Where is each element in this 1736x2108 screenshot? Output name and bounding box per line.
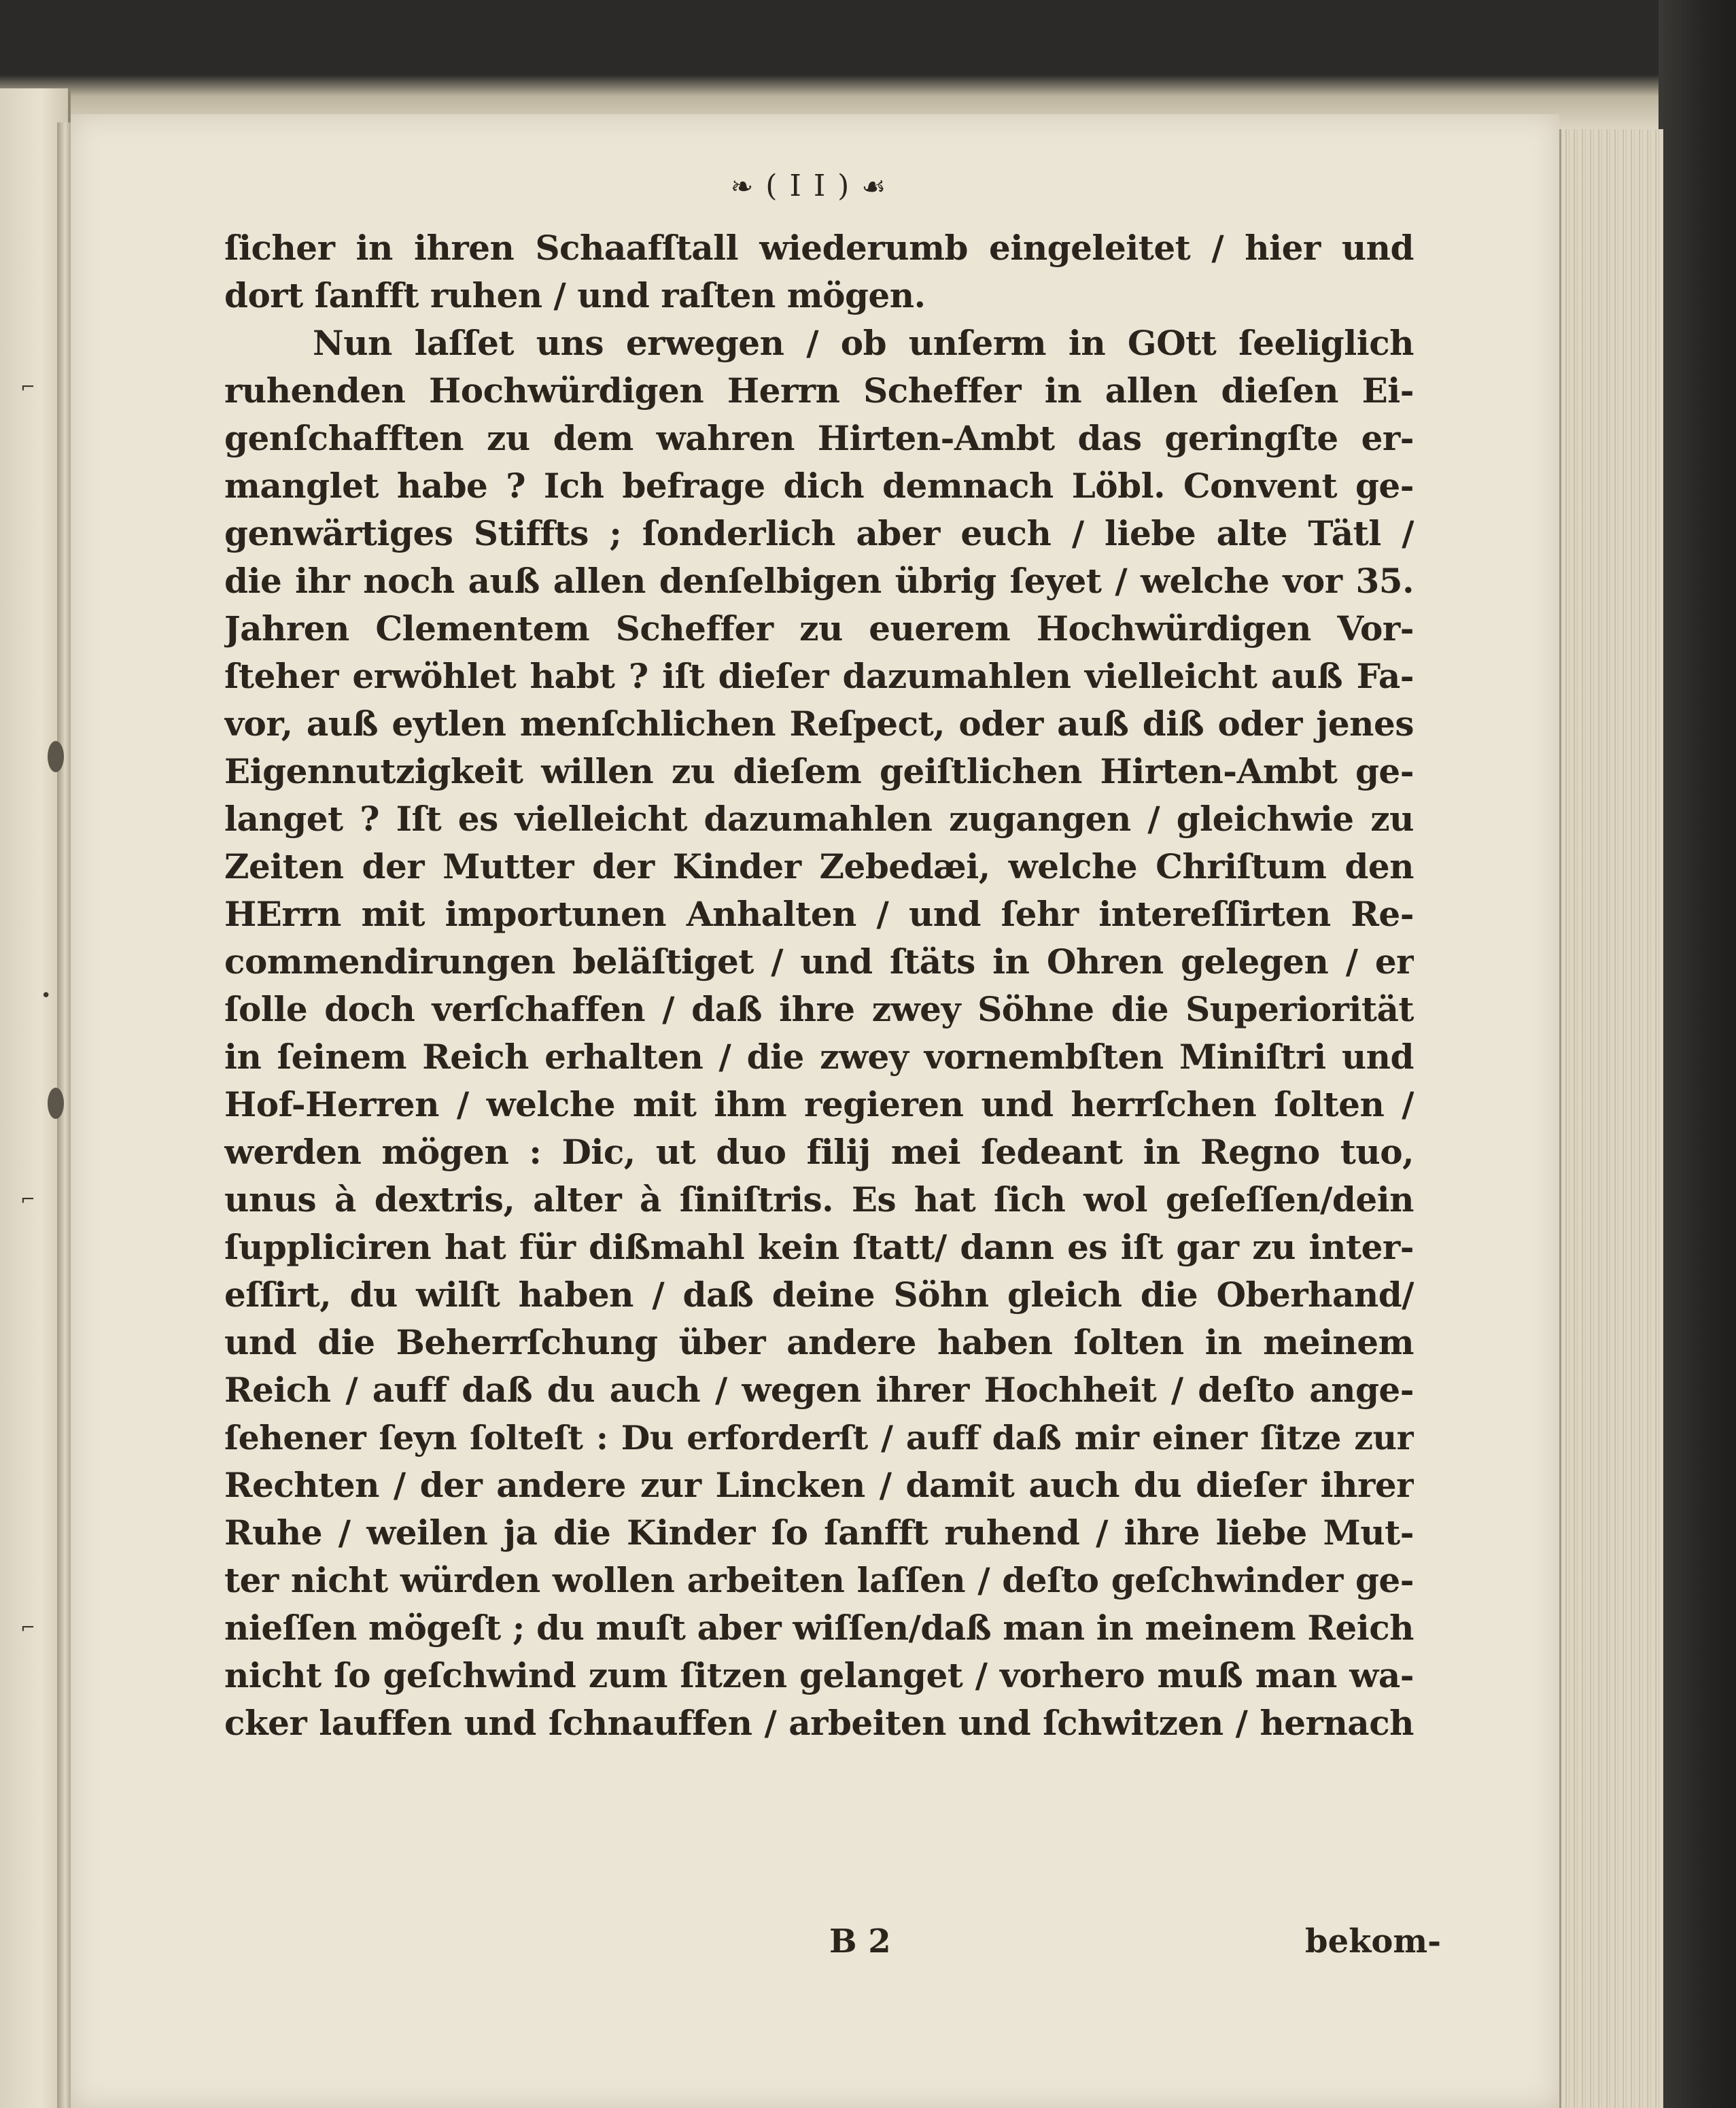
text-line: Rechten / der andere zur Lincken / damit auch du dieſer ihrer [224, 1465, 1414, 1505]
ornament-right-icon: ☙ [861, 171, 888, 203]
body-text [224, 224, 1414, 1747]
text-line: nicht ſo geſchwind zum ſitzen gelanget / vorhero muß man wa- [224, 1655, 1414, 1695]
text-line: HErrn mit importunen Anhalten / und ſehr intereſſirten Re- [224, 894, 1414, 934]
text-line: Nun laſſet uns erwegen / ob unſerm in GOtt ſeeliglich [313, 323, 1414, 363]
text-line: Eigennutzigkeit willen zu dieſem geiſtlichen Hirten-Ambt ge- [224, 751, 1414, 791]
text-line: ruhenden Hochwürdigen Herrn Scheffer in allen dieſen Ei- [224, 370, 1414, 411]
text-line: Hof-Herren / welche mit ihm regieren und herrſchen ſolten / [224, 1084, 1414, 1124]
text-line: ſteher erwöhlet habt ? iſt dieſer dazumahlen vielleicht auß Fa- [224, 656, 1414, 696]
ornament-left-icon: ❧ [730, 171, 755, 203]
text-line: commendirungen beläſtiget / und ſtäts in Ohren gelegen / er [224, 941, 1414, 982]
text-line: Reich / auff daß du auch / wegen ihrer Hochheit / deſto ange- [224, 1370, 1414, 1410]
text-line: nieſſen mögeſt ; du muſt aber wiſſen/daß man in meinem Reich [224, 1608, 1414, 1648]
margin-mark: ⌐ [20, 1618, 35, 1638]
text-line: ter nicht würden wollen arbeiten laſſen / deſto geſchwinder ge- [224, 1560, 1414, 1600]
binding-hole [48, 1088, 64, 1119]
text-line: Jahren Clementem Scheffer zu euerem Hochwürdigen Vor- [224, 608, 1414, 649]
text-line: cker lauffen und ſchnauffen / arbeiten und ſchwitzen / hernach [224, 1703, 1414, 1743]
signature-mark: B 2 [829, 1922, 891, 1960]
text-line: ſolle doch verſchaffen / daß ihre zwey Söhne die Superiorität [224, 989, 1414, 1029]
margin-mark: ⌐ [20, 377, 35, 398]
text-line: unus à dextris, alter à ſiniſtris. Es hat ſich wol geſeſſen/dein [224, 1179, 1414, 1220]
catchword: bekom- [1305, 1922, 1442, 1960]
background-right [1659, 0, 1736, 2108]
text-line: in ſeinem Reich erhalten / die zwey vornembſten Miniſtri und [224, 1037, 1414, 1077]
text-line: eſſirt, du wilſt haben / daß deine Söhn gleich die Oberhand/ [224, 1275, 1414, 1315]
text-line: dort ſanfft ruhen / und raſten mögen. [224, 275, 926, 315]
text-line: ſehener ſeyn ſolteſt : Du erforderſt / auff daß mir einer ſitze zur [224, 1418, 1414, 1457]
text-line: Ruhe / weilen ja die Kinder ſo ſanfft ruhend / ihre liebe Mut- [224, 1513, 1414, 1553]
text-line: vor, auß eytlen menſchlichen Reſpect, oder auß diß oder jenes [224, 704, 1414, 744]
page-number: ( I I ) [765, 169, 851, 203]
page-header [680, 169, 938, 203]
text-line: genſchafften zu dem wahren Hirten-Ambt das geringſte er- [224, 418, 1414, 458]
margin-mark: • [41, 986, 52, 1006]
binding-hole [48, 741, 64, 772]
text-line: manglet habe ? Ich befrage dich demnach Löbl. Convent ge- [224, 466, 1414, 506]
text-line: ſuppliciren hat für dißmahl kein ſtatt/ dann es iſt gar zu inter- [224, 1227, 1414, 1267]
page-stack-edge [1559, 129, 1663, 2108]
text-line: genwärtiges Stiffts ; ſonderlich aber euch / liebe alte Tätl / [224, 513, 1414, 553]
text-line: Zeiten der Mutter der Kinder Zebedæi, welche Chriſtum den [224, 846, 1414, 886]
text-line: werden mögen : Dic, ut duo filij mei ſedeant in Regno tuo, [224, 1132, 1414, 1172]
text-line: ſicher in ihren Schaafſtall wiederumb eingeleitet / hier und [224, 228, 1414, 268]
text-line: und die Beherrſchung über andere haben ſolten in meinem [224, 1322, 1414, 1362]
margin-mark: ⌐ [20, 1190, 35, 1210]
text-line: langet ? Iſt es vielleicht dazumahlen zugangen / gleichwie zu [224, 799, 1414, 839]
text-line: die ihr noch auß allen denſelbigen übrig ſeyet / welche vor 35. [224, 561, 1414, 601]
